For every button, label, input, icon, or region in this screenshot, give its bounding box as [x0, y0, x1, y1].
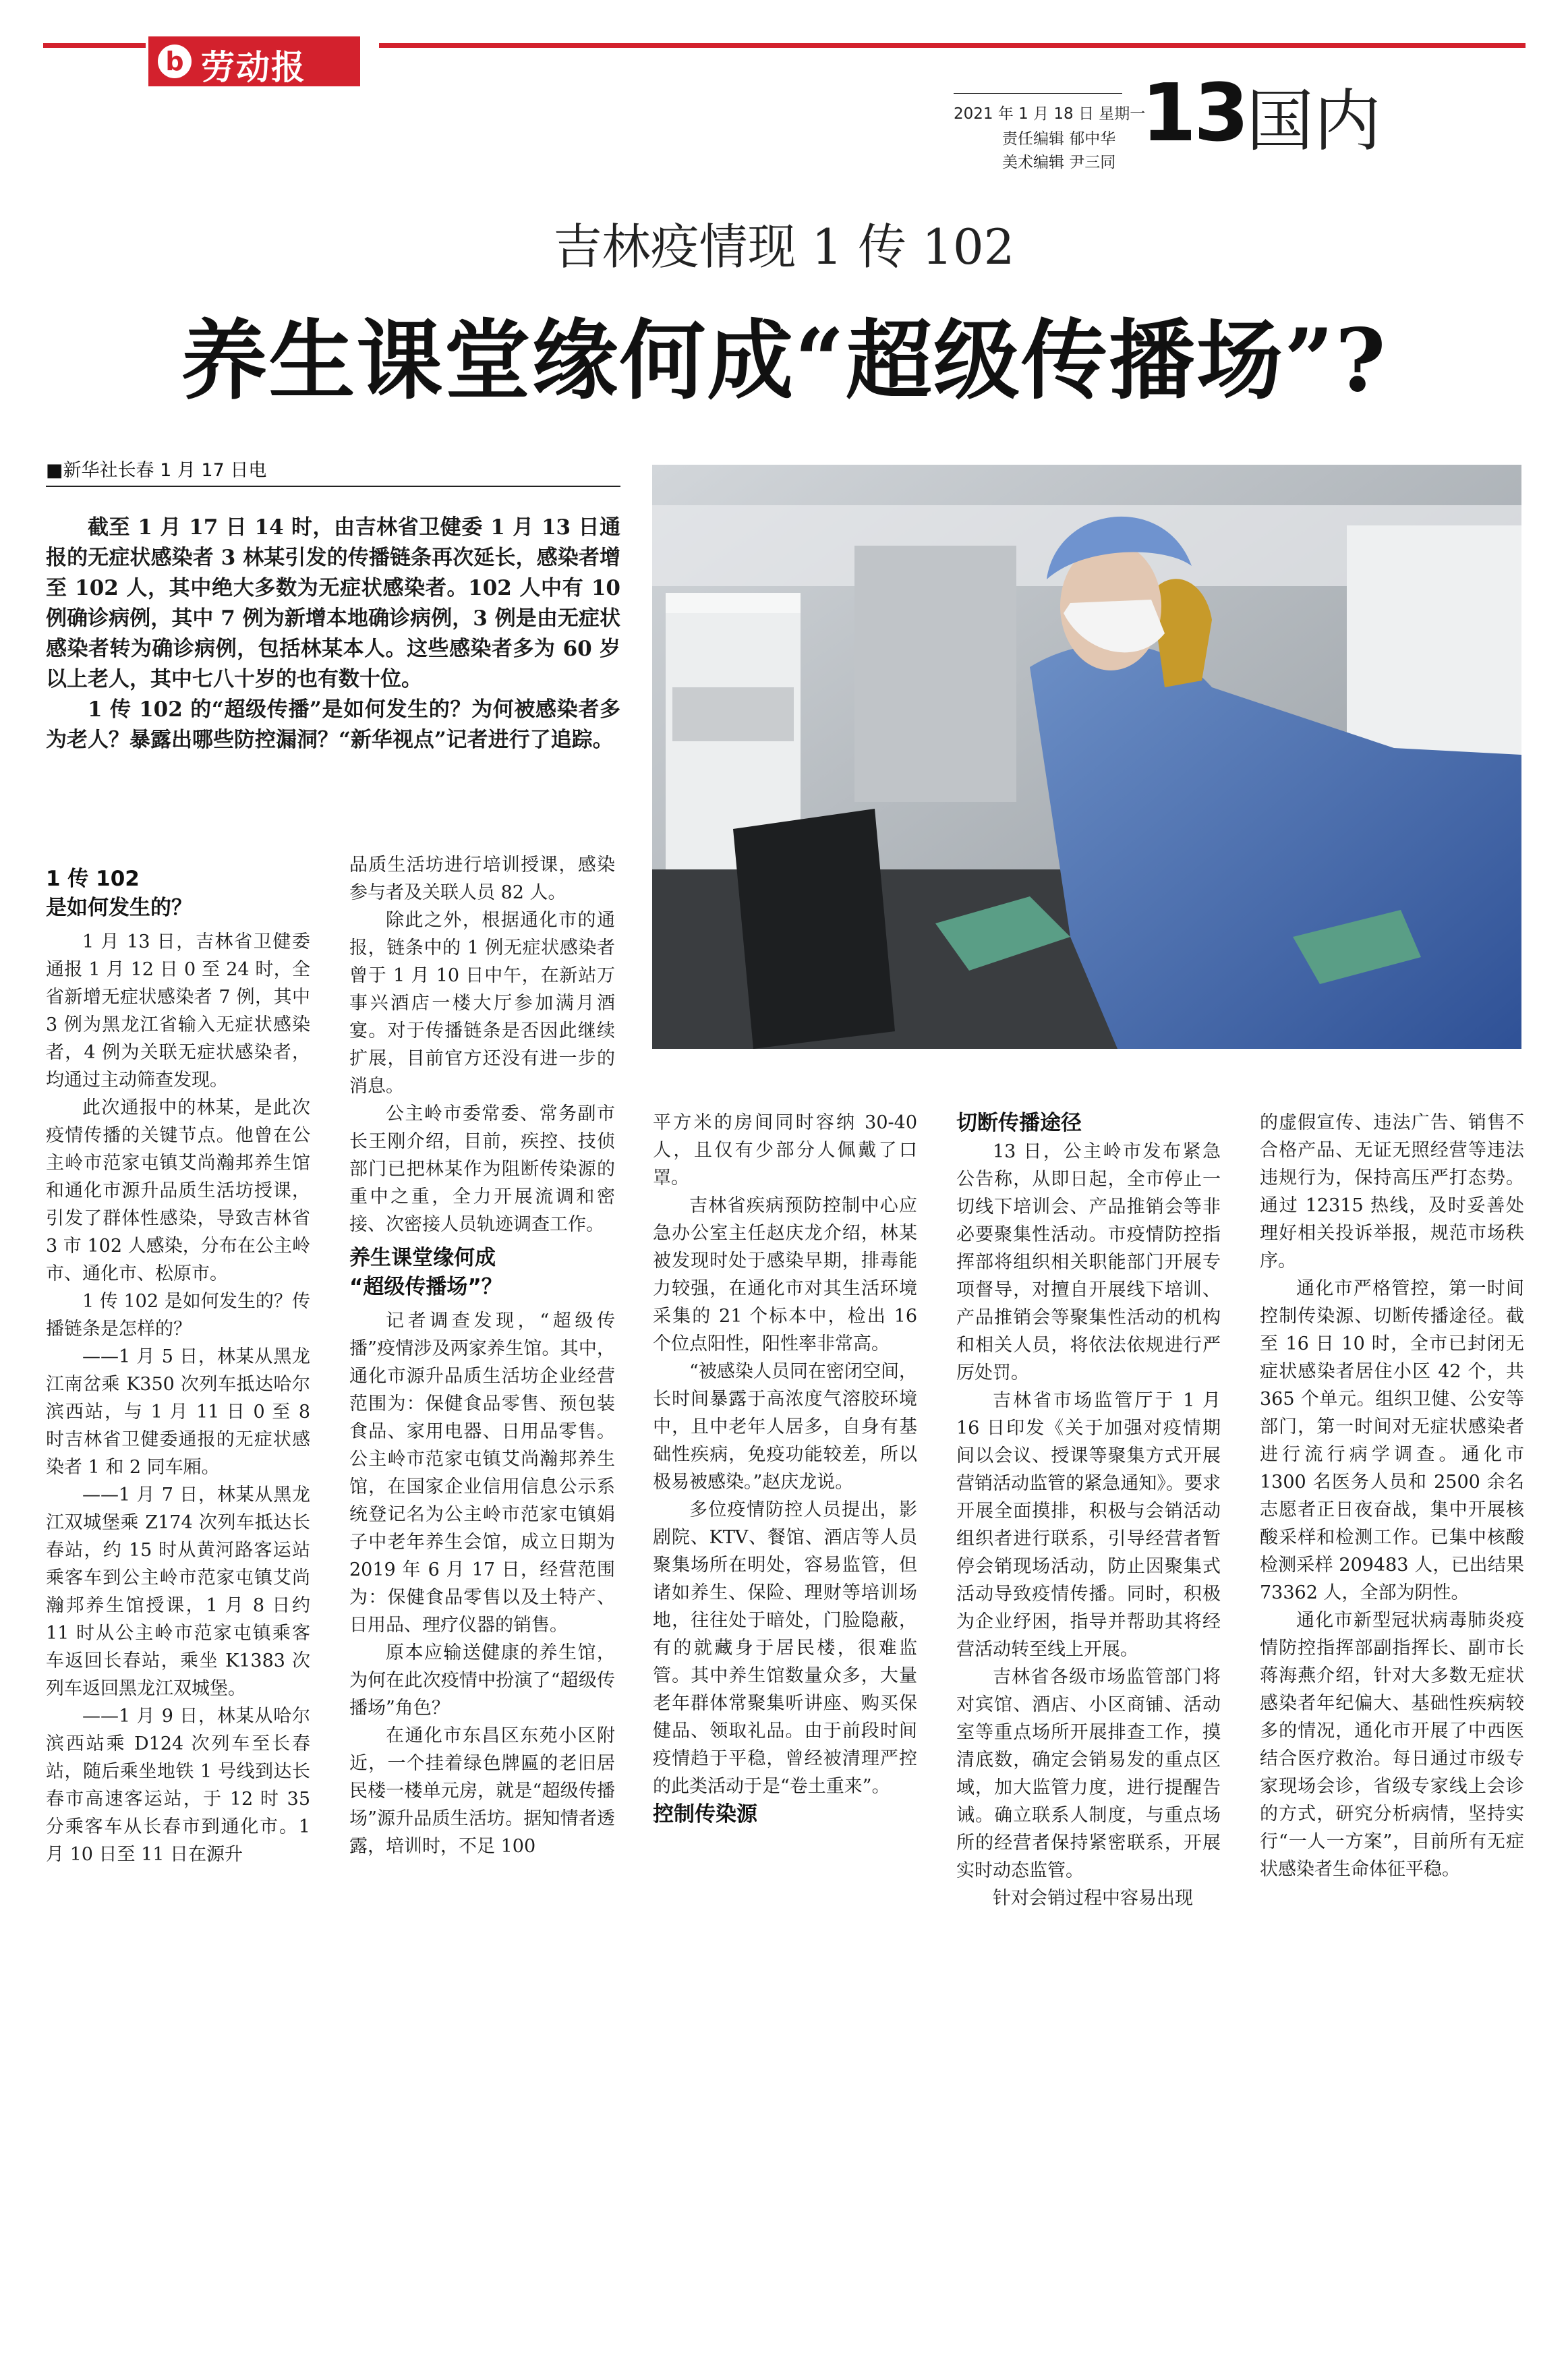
lead-text-2: 1 传 102 的“超级传播”是如何发生的？为何被感染者多为老人？暴露出哪些防控漏洞？“新华视点”记者进行了追踪。	[46, 697, 620, 752]
lead-paragraph	[46, 513, 620, 755]
paragraph: ——1 月 5 日，林某从黑龙江南岔乘 K350 次列车抵达哈尔滨西站，与 1 月 11 日 0 至 8 时吉林省卫健委通报的无症状感染者 1 和 2 同车厢。	[46, 1346, 310, 1478]
headline-title: 养生课堂缘何成“超级传播场”?	[181, 310, 1387, 411]
paragraph: 13 日，公主岭市发布紧急公告称，从即日起，全市停止一切线下培训会、产品推销会等非必要聚集性活动。市疫情防控指挥部将组织相关职能部门开展专项督导，对擅自开展线下培训、产品推销会等聚集性活动的机构和相关人员，将依法依规进行严厉处罚。	[956, 1141, 1221, 1383]
paragraph: ——1 月 7 日，林某从黑龙江双城堡乘 Z174 次列车抵达长春站，约 15 时从黄河路客运站乘客车到公主岭市范家屯镇艾尚瀚邦养生馆授课，1 月 8 日约 11 时从公主岭市范家屯镇乘客车返回长春站，乘坐 K1383 次列车返回黑龙江双城堡。	[46, 1485, 310, 1699]
paragraph: 除此之外，根据通化市的通报，链条中的 1 例无症状感染者曾于 1 月 10 日中午，在新站万事兴酒店一楼大厅参加满月酒宴。对于传播链条是否因此继续扩展，目前官方还没有进一步的消息。	[349, 910, 615, 1097]
paragraph: “被感染人员同在密闭空间，长时间暴露于高浓度气溶胶环境中，且中老年人居多，自身有基础性疾病，免疫功能较差，所以极易被感染。”赵庆龙说。	[653, 1361, 917, 1493]
article-column-2	[349, 851, 615, 1860]
masthead-logo	[148, 36, 360, 86]
lead-text-1: 截至 1 月 17 日 14 时，由吉林省卫健委 1 月 13 日通报的无症状感染者 3 林某引发的传播链条再次延长，感染者增至 102 人，其中绝大多数为无症状感染者。102 人中有 10 例确诊病例，其中 7 例为新增本地确诊病例，3 例是由无症状感染者转为确诊病例，包括林某本人。这些感染者多为 60 岁以上老人，其中七八十岁的也有数十位。	[46, 515, 620, 691]
paragraph: 1 月 13 日，吉林省卫健委通报 1 月 12 日 0 至 24 时，全省新增无症状感染者 7 例，其中 3 例为黑龙江省输入无症状感染者，4 例为关联无症状感染者，均通过主动筛查发现。	[46, 931, 310, 1091]
paragraph: ——1 月 9 日，林某从哈尔滨西站乘 D124 次列车至长春站，随后乘坐地铁 1 号线到达长春市高速客运站，于 12 时 35 分乘客车从长春市到通化市。1 月 10 日至 11 日在源升	[46, 1706, 310, 1865]
paragraph: 此次通报中的林某，是此次疫情传播的关键节点。他曾在公主岭市范家屯镇艾尚瀚邦养生馆和通化市源升品质生活坊授课，引发了群体性感染，导致吉林省 3 市 102 人感染，分布在公主岭市、通化市、松原市。	[46, 1097, 310, 1284]
art-editor-credit: 美术编辑 尹三同	[1002, 154, 1116, 171]
top-rule-right	[379, 43, 1526, 48]
article-column-5	[1260, 1109, 1524, 1883]
section-heading-3: 控制传染源	[653, 1802, 757, 1827]
article-column-4	[956, 1109, 1221, 1912]
paragraph: 通化市新型冠状病毒肺炎疫情防控指挥部副指挥长、副市长蒋海燕介绍，针对大多数无症状感染者年纪偏大、基础性疾病较多的情况，通化市开展了中西医结合医疗救治。每日通过市级专家现场会诊，省级专家线上会诊的方式，研究分析病情，坚持实行“一人一方案”，目前所有无症状感染者生命体征平稳。	[1260, 1610, 1524, 1880]
article-column-3	[653, 1109, 917, 1829]
news-photo-medical-worker	[652, 465, 1521, 1049]
paragraph: 记者调查发现，“超级传播”疫情涉及两家养生馆。其中，通化市源升品质生活坊企业经营范围为：保健食品零售、预包装食品、家用电器、日用品零售。公主岭市范家屯镇艾尚瀚邦养生馆，在国家企业信用信息公示系统登记名为公主岭市范家屯镇娟子中老年养生会馆，成立日期为 2019 年 6 月 17 日，经营范围为：保健食品零售以及土特产、日用品、理疗仪器的销售。	[349, 1311, 615, 1636]
dateline-rule	[46, 486, 620, 487]
paragraph: 通化市严格管控，第一时间控制传染源、切断传播途径。截至 16 日 10 时，全市已封闭无症状感染者居住小区 42 个，共 365 个单元。组织卫健、公安等部门，第一时间对无症状感染者进行流行病学调查。通化市 1300 名医务人员和 2500 余名志愿者正日夜奋战，集中开展核酸采样和检测工作。已集中核酸检测采样 209483 人，已出结果 73362 人，全部为阴性。	[1260, 1278, 1524, 1603]
section-heading-4: 切断传播途径	[956, 1111, 1082, 1135]
top-rule-left	[43, 43, 146, 48]
paragraph: 的虚假宣传、违法广告、销售不合格产品、无证无照经营等违法违规行为，保持高压严打态势。通过 12315 热线，及时妥善处理好相关投诉举报，规范市场秩序。	[1260, 1112, 1524, 1271]
paragraph: 吉林省市场监管厅于 1 月 16 日印发《关于加强对疫情期间以会议、授课等聚集方式开展营销活动监管的紧急通知》。要求开展全面摸排，积极与会销活动组织者进行联系，引导经营者暂停会销现场活动，防止因聚集式活动导致疫情传播。同时，积极为企业纾困，指导并帮助其将经营活动转至线上开展。	[956, 1390, 1221, 1660]
paragraph: 平方米的房间同时容纳 30-40 人，且仅有少部分人佩戴了口罩。	[653, 1112, 917, 1188]
headline-subtitle: 吉林疫情现 1 传 102	[553, 219, 1015, 275]
logo-text: 劳动报	[201, 47, 306, 87]
section-heading-2: 养生课堂缘何成 “超级传播场”？	[349, 1246, 502, 1299]
paragraph: 针对会销过程中容易出现	[993, 1888, 1193, 1909]
issue-date: 2021 年 1 月 18 日 星期一	[954, 105, 1146, 123]
paragraph: 在通化市东昌区东苑小区附近，一个挂着绿色牌匾的老旧居民楼一楼单元房，就是“超级传播场”源升品质生活坊。据知情者透露，培训时，不足 100	[349, 1725, 615, 1857]
paragraph: 多位疫情防控人员提出，影剧院、KTV、餐馆、酒店等人员聚集场所在明处，容易监管，但诸如养生、保险、理财等培训场地，往往处于暗处，门脸隐蔽，有的就藏身于居民楼，很难监管。其中养生馆数量众多，大量老年群体常聚集听讲座、购买保健品、领取礼品。由于前段时间疫情趋于平稳，曾经被清理严控的此类活动于是“卷土重来”。	[653, 1499, 917, 1797]
logo-mark-icon: b	[158, 45, 192, 78]
editor-credit: 责任编辑 郁中华	[1002, 130, 1116, 148]
dateline: ■新华社长春 1 月 17 日电	[46, 460, 267, 481]
paragraph: 原本应输送健康的养生馆，为何在此次疫情中扮演了“超级传播场”角色？	[349, 1642, 615, 1719]
article-column-1	[46, 865, 310, 1868]
photo-illustration	[652, 465, 1521, 1049]
page-number: 13	[1141, 66, 1247, 159]
paragraph: 公主岭市委常委、常务副市长王刚介绍，目前，疾控、技侦部门已把林某作为阻断传染源的重中之重，全力开展流调和密接、次密接人员轨迹调查工作。	[349, 1103, 615, 1235]
paragraph: 吉林省疾病预防控制中心应急办公室主任赵庆龙介绍，林某被发现时处于感染早期，排毒能力较强，在通化市对其生活环境采集的 21 个标本中，检出 16 个位点阳性，阳性率非常高。	[653, 1195, 917, 1354]
section-title: 国内	[1246, 82, 1381, 161]
header-rule	[954, 93, 1122, 94]
paragraph: 品质生活坊进行培训授课，感染参与者及关联人员 82 人。	[349, 855, 615, 903]
paragraph: 吉林省各级市场监管部门将对宾馆、酒店、小区商铺、活动室等重点场所开展排查工作，摸清底数，确定会销易发的重点区域，加大监管力度，进行提醒告诫。确立联系人制度，与重点场所的经营者保持紧密联系，开展实时动态监管。	[956, 1667, 1221, 1881]
paragraph: 1 传 102 是如何发生的？传播链条是怎样的？	[46, 1291, 310, 1340]
section-heading-1: 1 传 102 是如何发生的？	[46, 867, 192, 920]
